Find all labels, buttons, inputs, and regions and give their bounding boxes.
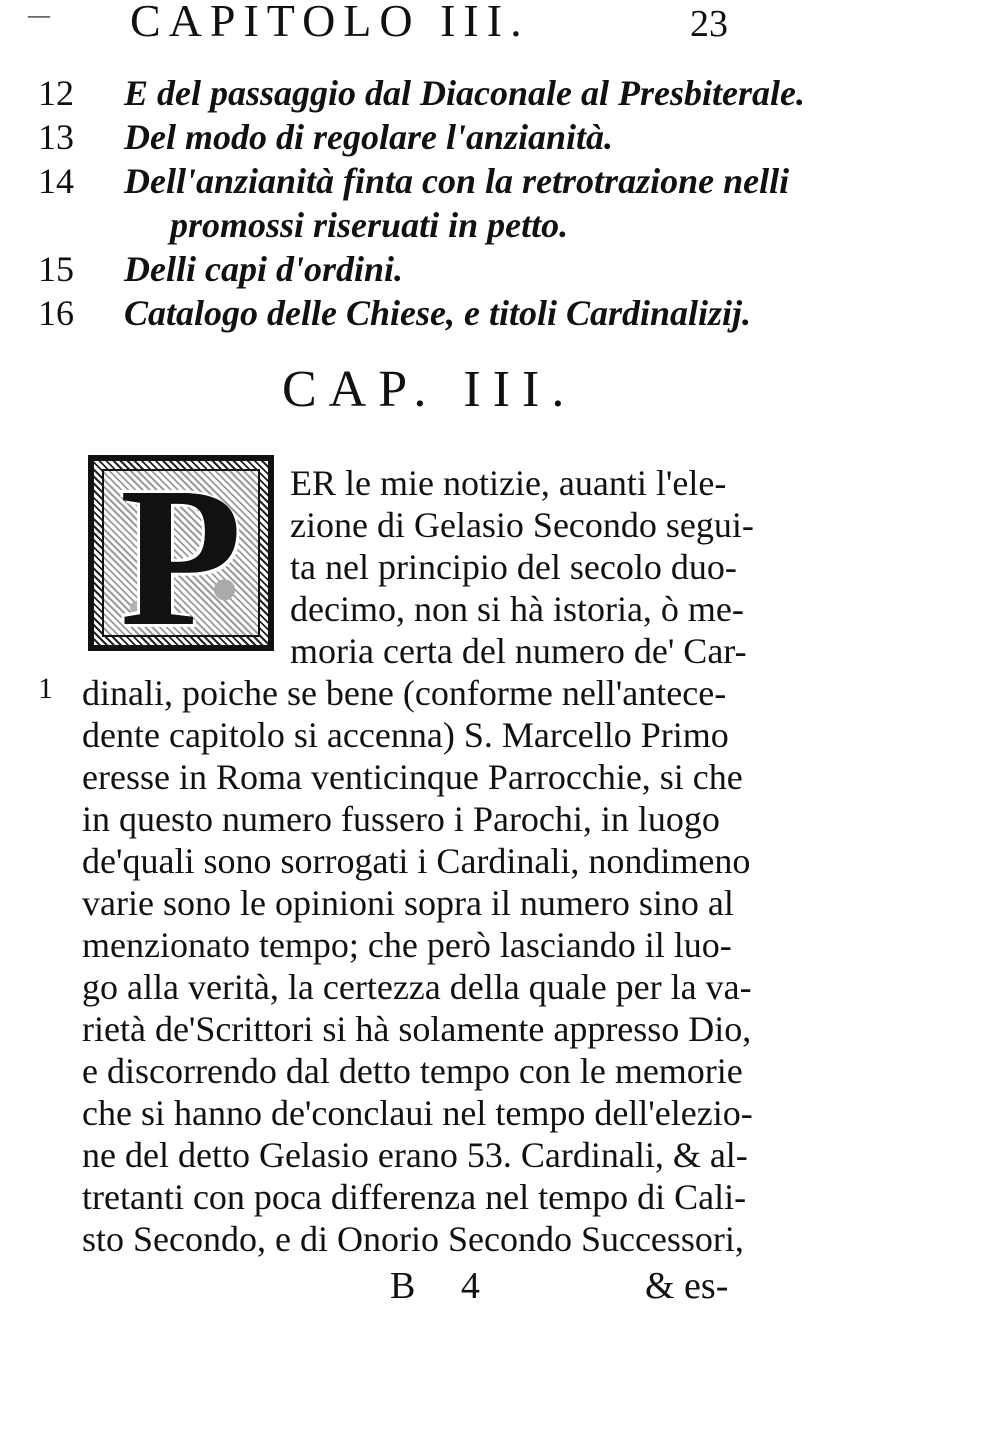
body-line: varie sono le opinioni sopra il numero sino al [82, 883, 734, 923]
toc-entry: E del passaggio dal Diaconale al Presbiterale. [124, 73, 805, 113]
page-number: 23 [690, 3, 728, 45]
chapter-heading: CAP. III. [282, 361, 577, 418]
body-line: go alla verità, la certezza della quale per la va- [82, 967, 752, 1007]
toc-number: 14 [38, 161, 74, 201]
body-line: rietà de'Scrittori si hà solamente appresso Dio, [82, 1009, 752, 1049]
toc-entry: Del modo di regolare l'anzianità. [124, 117, 614, 157]
body-line: in questo numero fussero i Parochi, in luogo [82, 799, 720, 839]
drop-cap-letter: P [119, 447, 243, 668]
body-line: e discorrendo dal detto tempo con le memorie [82, 1051, 743, 1091]
toc-number: 12 [38, 73, 74, 113]
body-line: zione di Gelasio Secondo segui- [290, 505, 754, 545]
body-line: dinali, poiche se bene (conforme nell'antece- [82, 673, 727, 713]
toc-entry: Dell'anzianità finta con la retrotrazione nelli [124, 161, 790, 201]
body-line: tretanti con poca differenza nel tempo di Cali- [82, 1177, 747, 1217]
body-line: decimo, non si hà istoria, ò me- [290, 589, 744, 629]
header-rule: — [28, 2, 50, 27]
catchword: & es- [645, 1265, 729, 1307]
toc-entry: Catalogo delle Chiese, e titoli Cardinalizij. [124, 293, 752, 333]
running-head-title: CAPITOLO III. [130, 0, 530, 46]
toc-number: 15 [38, 249, 74, 289]
body-line: ne del detto Gelasio erano 53. Cardinali, & al- [82, 1135, 748, 1175]
body-line: ta nel principio del secolo duo- [290, 547, 737, 587]
body-line: che si hanno de'conclaui nel tempo dell'elezio- [82, 1093, 753, 1133]
drop-cap-ornament [88, 447, 274, 668]
body-line: de'quali sono sorrogati i Cardinali, nondimeno [82, 841, 751, 881]
toc-number: 13 [38, 117, 74, 157]
body-line: menzionato tempo; che però lasciando il luo- [82, 925, 732, 965]
signature-mark: B 4 [390, 1265, 498, 1307]
toc-entry-continuation: promossi riseruati in petto. [170, 205, 569, 245]
toc-entry: Delli capi d'ordini. [124, 249, 403, 289]
body-line: sto Secondo, e di Onorio Secondo Successori, [82, 1219, 744, 1259]
body-line: moria certa del numero de' Car- [290, 631, 747, 671]
body-line: ER le mie notizie, auanti l'ele- [290, 463, 727, 503]
body-line: dente capitolo si accenna) S. Marcello Primo [82, 715, 729, 755]
body-line: eresse in Roma venticinque Parrocchie, si che [82, 757, 743, 797]
margin-note: 1 [38, 672, 53, 705]
toc-number: 16 [38, 293, 74, 333]
